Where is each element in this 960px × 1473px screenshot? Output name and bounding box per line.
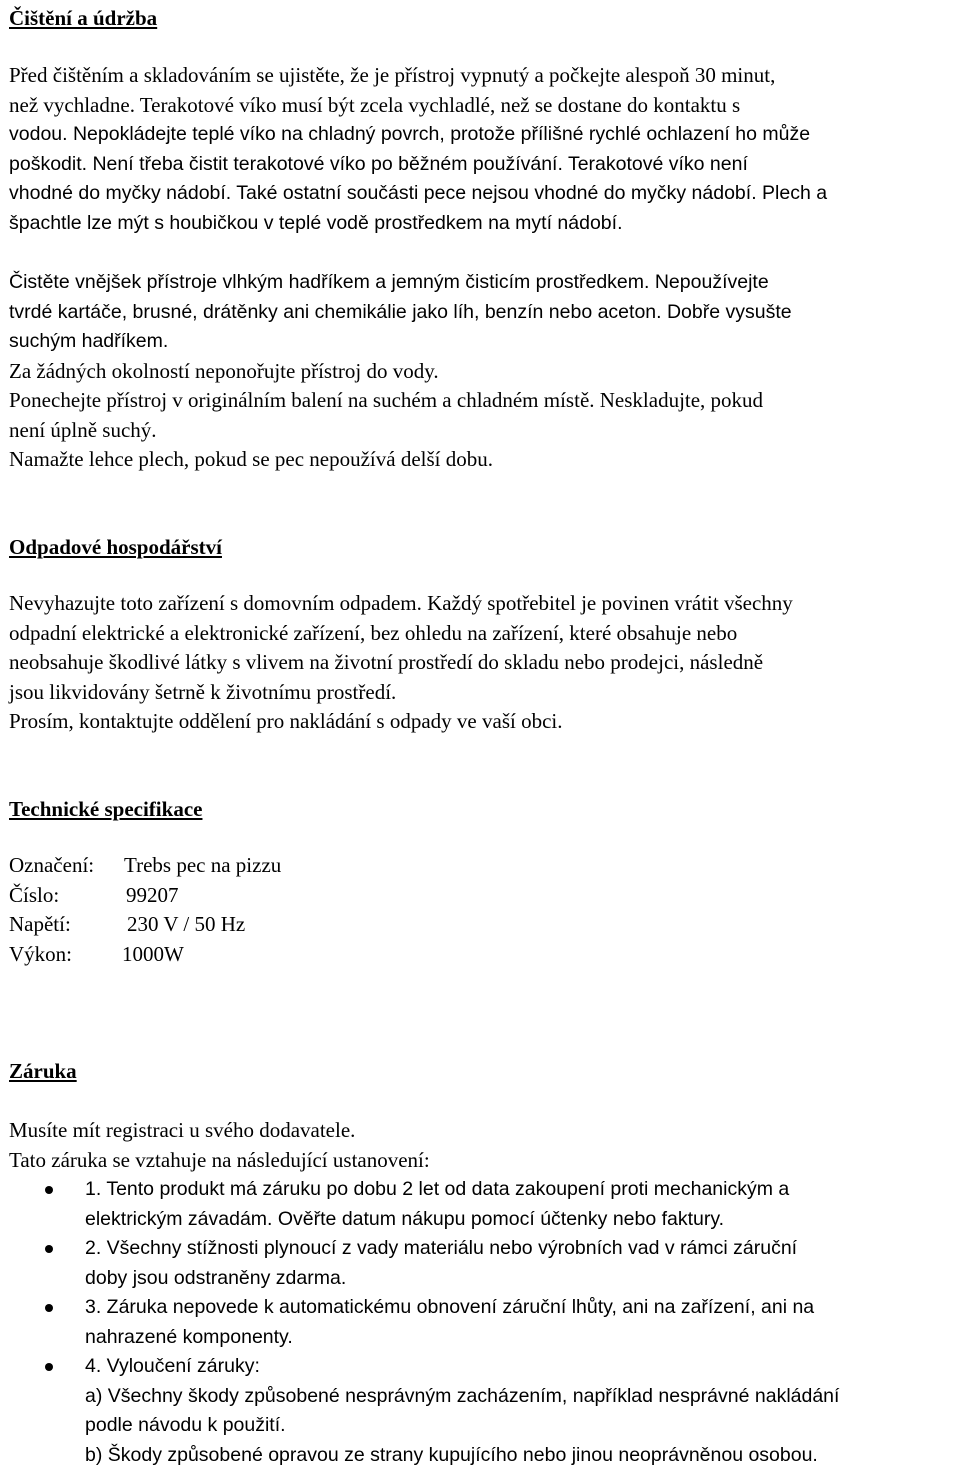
care-paragraph	[9, 268, 792, 475]
spec-label: Výkon:	[9, 941, 72, 966]
warranty-list	[9, 1175, 954, 1470]
warranty-item-line: 2. Všechny stížnosti plynoucí z vady materiálu nebo výrobních vad v rámci záruční	[85, 1237, 798, 1259]
warranty-item-line: nahrazené komponenty.	[85, 1325, 293, 1348]
spec-row	[9, 881, 609, 911]
care-line: Čistěte vnějšek přístroje vlhkým hadříkem a jemným čisticím prostředkem. Nepoužívejte	[9, 271, 769, 293]
care-line: Ponechejte přístroj v originálním balení na suchém a chladném místě. Neskladujte, pokud	[9, 388, 764, 412]
bullet-icon	[45, 1304, 53, 1312]
care-line: Za žádných okolností neponořujte přístroj do vody.	[9, 358, 439, 383]
spec-row	[9, 910, 609, 940]
spec-label: Označení:	[9, 853, 95, 877]
warranty-item-line: podle návodu k použití.	[85, 1414, 286, 1436]
bullet-icon	[45, 1186, 53, 1194]
warranty-item-line: elektrickým závadám. Ověřte datum nákupu pomocí účtenky nebo faktury.	[85, 1207, 725, 1230]
spec-value: 99207	[126, 882, 179, 907]
cleaning-heading: Čištění a údržba	[9, 6, 158, 30]
warranty-item-line: 4. Vyloučení záruky:	[85, 1355, 260, 1377]
waste-line: Prosím, kontaktujte oddělení pro nakládání s odpady ve vaší obci.	[9, 709, 563, 733]
care-line: tvrdé kartáče, brusné, drátěnky ani chemikálie jako líh, benzín nebo aceton. Dobře vysušte	[9, 300, 792, 323]
spec-value: 230 V / 50 Hz	[127, 912, 246, 936]
care-line: není úplně suchý.	[9, 417, 157, 442]
waste-line: jsou likvidovány šetrně k životnímu prostředí.	[9, 679, 397, 704]
waste-line: Nevyhazujte toto zařízení s domovním odpadem. Každý spotřebitel je povinen vrátit všechny	[9, 591, 793, 615]
cleaning-line: než vychladne. Terakotové víko musí být zcela vychladlé, než se dostane do kontaktu s	[9, 92, 741, 117]
spec-value: 1000W	[122, 941, 184, 966]
spec-row	[9, 851, 609, 881]
warranty-item	[9, 1234, 954, 1293]
spec-row	[9, 940, 609, 970]
waste-line: neobsahuje škodlivé látky s vlivem na životní prostředí do skladu nebo prodejci, následně	[9, 650, 764, 674]
waste-paragraph	[9, 589, 793, 737]
waste-heading: Odpadové hospodářství	[9, 535, 222, 559]
warranty-item-line: doby jsou odstraněny zdarma.	[85, 1266, 347, 1289]
warranty-intro-line: Tato záruka se vztahuje na následující ustanovení:	[9, 1147, 430, 1172]
warranty-intro-line: Musíte mít registraci u svého dodavatele.	[9, 1118, 356, 1142]
spec-label: Napětí:	[9, 912, 71, 936]
care-line: Namažte lehce plech, pokud se pec nepoužívá delší dobu.	[9, 447, 493, 471]
spec-value: Trebs pec na pizzu	[124, 853, 282, 877]
spec-table	[9, 851, 609, 969]
warranty-item-line: 3. Záruka nepovede k automatickému obnovení záruční lhůty, ani na zařízení, ani na	[85, 1296, 815, 1318]
spec-label: Číslo:	[9, 882, 60, 907]
warranty-item	[9, 1175, 954, 1234]
cleaning-line: Před čištěním a skladováním se ujistěte, že je přístroj vypnutý a počkejte alespoň 30 minut,	[9, 63, 776, 87]
care-line: suchým hadříkem.	[9, 330, 169, 352]
cleaning-line: poškodit. Není třeba čistit terakotové víko po běžném používání. Terakotové víko není	[9, 152, 748, 175]
tech-heading: Technické specifikace	[9, 797, 203, 821]
warranty-item-line: 1. Tento produkt má záruku po dobu 2 let od data zakoupení proti mechanickým a	[85, 1178, 790, 1200]
cleaning-paragraph	[9, 61, 827, 238]
warranty-item	[9, 1352, 954, 1470]
warranty-item	[9, 1293, 954, 1352]
bullet-icon	[45, 1245, 53, 1253]
warranty-intro	[9, 1116, 430, 1175]
cleaning-line: vodou. Nepokládejte teplé víko na chladný povrch, protože přílišné rychlé ochlazení ho může	[9, 123, 811, 145]
waste-line: odpadní elektrické a elektronické zařízení, bez ohledu na zařízení, které obsahuje nebo	[9, 620, 738, 645]
cleaning-line: vhodné do myčky nádobí. Také ostatní součásti pece nejsou vhodné do myčky nádobí. Plech a	[9, 182, 828, 204]
warranty-item-line: a) Všechny škody způsobené nesprávným zacházením, například nesprávné nakládání	[85, 1384, 840, 1407]
warranty-item-line: b) Škody způsobené opravou ze strany kupujícího nebo jinou neoprávněnou osobou.	[85, 1443, 818, 1466]
bullet-icon	[45, 1363, 53, 1371]
cleaning-line: špachtle lze mýt s houbičkou v teplé vodě prostředkem na mytí nádobí.	[9, 211, 623, 234]
warranty-heading: Záruka	[9, 1059, 77, 1083]
